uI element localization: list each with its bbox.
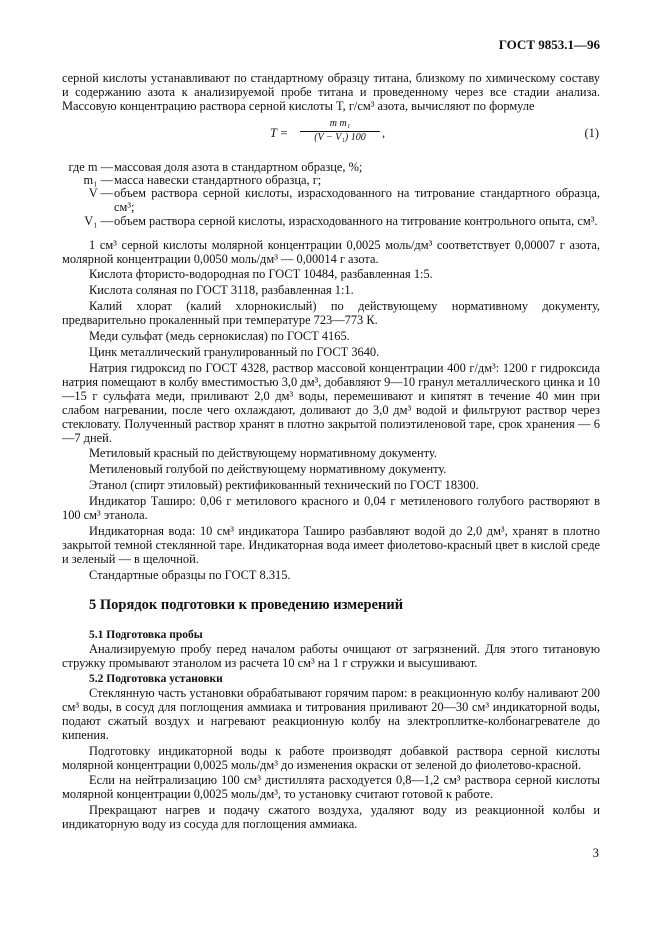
- paragraph: Метиловый красный по действующему нормативному документу.: [89, 446, 437, 460]
- subsection-heading: 5.1 Подготовка пробы: [89, 629, 203, 641]
- paragraph: Кислота фтористо-водородная по ГОСТ 10484, разбавленная 1:5.: [89, 267, 433, 281]
- paragraph: Стандартные образцы по ГОСТ 8.315.: [89, 568, 291, 582]
- page-number: 3: [592, 846, 599, 860]
- definition-term: V₁ —: [84, 214, 113, 228]
- definition-desc: объем раствора серной кислоты, израсходованного на титрование стандартного образца, см³;: [114, 186, 600, 214]
- paragraph: Анализируемую пробу перед началом работы очищают от загрязнений. Для этого титановую стружку промывают этанолом из расчета 10 см³ на 1 г стружки и высушивают.: [62, 642, 600, 670]
- paragraph: Индикатор Таширо: 0,06 г метилового красного и 0,04 г метиленового голубого растворяют в 100 см³ этанола.: [62, 494, 600, 522]
- paragraph: Натрия гидроксид по ГОСТ 4328, раствор массовой концентрации 400 г/дм³: 1200 г гидроксида натрия помещают в колбу вместимостью 3,0 дм³, добавляют 9—10 гранул металлического цинка и 10—15 г сульфата меди, приливают 2,0 дм³ воды, перемешивают и кипятят в течение 40 мин при слабом нагревании, после чего охлаждают, доливают до 3,0 дм³ водой и фильтруют раствор через стекловату. Полученный раствор хранят в плотно закрытой полиэтиленовой таре, срок хранения — 6—7 дней.: [62, 361, 600, 445]
- paragraph: 1 см³ серной кислоты молярной концентрации 0,0025 моль/дм³ соответствует 0,00007 г азота, молярной концентрации 0,0050 моль/дм³ — 0,00014 г азота.: [62, 238, 600, 266]
- document-header: ГОСТ 9853.1—96: [498, 37, 600, 52]
- paragraph: Цинк металлический гранулированный по ГОСТ 3640.: [89, 345, 380, 359]
- definition-desc: массовая доля азота в стандартном образце, %;: [114, 160, 363, 174]
- paragraph: Этанол (спирт этиловый) ректификованный технический по ГОСТ 18300.: [89, 478, 479, 492]
- section-heading: 5 Порядок подготовки к проведению измерений: [89, 597, 404, 613]
- paragraph: Кислота соляная по ГОСТ 3118, разбавленная 1:1.: [89, 283, 354, 297]
- paragraph: Подготовку индикаторной воды к работе производят добавкой раствора серной кислоты молярной концентрации 0,0025 моль/дм³ до изменения окраски от зеленой до фиолетово-красной.: [62, 744, 600, 772]
- formula-comma: ,: [382, 126, 386, 140]
- paragraph: Если на нейтрализацию 100 см³ дистиллята расходуется 0,8—1,2 см³ раствора серной кислоты молярной концентрации 0,0025 моль/дм³, то установку считают готовой к работе.: [62, 773, 600, 801]
- definition-term: V —: [88, 186, 113, 200]
- paragraph: Стеклянную часть установки обрабатывают горячим паром: в реакционную колбу наливают 200 см³ воды, в сосуд для поглощения аммиака и титрования приливают 20—30 см³ индикаторной воды, подают сжатый воздух и нагревают реакционную колбу на электроплитке-колбонагревателе до кипения.: [62, 686, 600, 742]
- formula-fraction: [300, 118, 380, 144]
- equation-number: (1): [584, 126, 599, 140]
- paragraph: Прекращают нагрев и подачу сжатого воздуха, удаляют воду из реакционной колбы и индикаторную воду из сосуда для поглощения аммиака.: [62, 803, 600, 831]
- subsection-heading: 5.2 Подготовка установки: [89, 673, 223, 685]
- intro-paragraph: серной кислоты устанавливают по стандартному образцу титана, близкому по химическому составу и содержанию азота к анализируемой пробе титана и проведенному через все стадии анализа. Массовую концентрацию раствора серной кислоты T, г/см³ азота, вычисляют по формуле: [62, 71, 600, 113]
- formula-denominator: (V − V₁) 100: [314, 132, 366, 143]
- definition-desc: масса навески стандартного образца, г;: [114, 173, 322, 187]
- paragraph: Индикаторная вода: 10 см³ индикатора Таширо разбавляют водой до 2,0 дм³, хранят в плотно закрытой темной стеклянной таре. Индикаторная вода имеет фиолетово-красный цвет в кислой среде и зеленый — в щелочной.: [62, 524, 600, 566]
- formula: [270, 118, 470, 150]
- paragraph: Калий хлорат (калий хлорнокислый) по действующему нормативному документу, предварительно прокаленный при температуре 723—773 К.: [62, 299, 600, 327]
- formula-lhs: T =: [270, 126, 289, 140]
- formula-numerator: m m₁: [300, 118, 380, 132]
- definition-term: m₁ —: [83, 173, 113, 187]
- paragraph: Метиленовый голубой по действующему нормативному документу.: [89, 462, 447, 476]
- definition-term: где m —: [68, 160, 113, 174]
- definition-desc: объем раствора серной кислоты, израсходованного на титрование контрольного опыта, см³.: [114, 214, 598, 228]
- paragraph: Меди сульфат (медь сернокислая) по ГОСТ 4165.: [89, 329, 350, 343]
